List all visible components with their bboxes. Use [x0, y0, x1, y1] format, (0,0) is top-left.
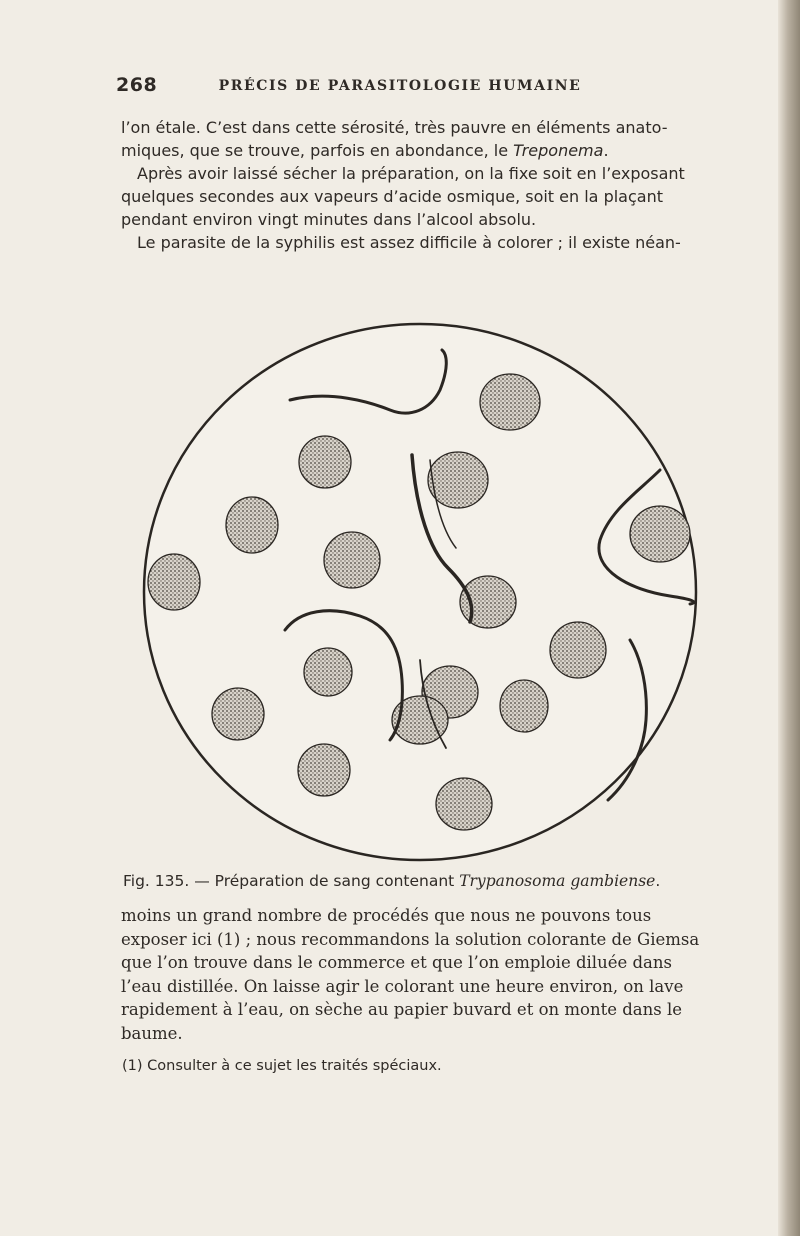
caption-species: Trypanosoma gambiense: [459, 872, 656, 890]
microscope-field: [144, 324, 696, 860]
red-blood-cell: [630, 506, 690, 562]
caption-prefix: Fig. 135. — Préparation de sang contenant: [123, 872, 460, 890]
running-title: PRÉCIS DE PARASITOLOGIE HUMAINE: [218, 78, 582, 94]
figure-caption: [123, 872, 773, 890]
red-blood-cell: [550, 622, 606, 678]
footnote: (1) Consulter à ce sujet les traités spéciaux.: [122, 1058, 442, 1074]
red-blood-cell: [428, 452, 488, 508]
italic-term: Treponema: [513, 141, 604, 160]
text-line: l’on étale. C’est dans cette sérosité, très pauvre en éléments anato-: [121, 118, 668, 137]
text-line: quelques secondes aux vapeurs d’acide osmique, soit en la plaçant: [121, 187, 663, 206]
text-line: pendant environ vingt minutes dans l’alcool absolu.: [121, 210, 537, 229]
red-blood-cell: [299, 436, 351, 488]
text-line: l’eau distillée. On laisse agir le colorant une heure environ, on lave: [121, 976, 684, 996]
caption-suffix: .: [655, 872, 661, 890]
red-blood-cell: [226, 497, 278, 553]
page-number: 268: [116, 74, 158, 96]
red-blood-cell: [298, 744, 350, 796]
text-line-end: .: [603, 141, 609, 160]
microscope-figure: [130, 310, 710, 870]
red-blood-cell: [212, 688, 264, 740]
text-line: [121, 139, 761, 162]
paragraph-top: [121, 116, 761, 254]
page-edge: [778, 0, 800, 1236]
red-blood-cell: [500, 680, 548, 732]
red-blood-cell: [324, 532, 380, 588]
text-line: baume.: [121, 1023, 183, 1043]
text-line: Le parasite de la syphilis est assez difficile à colorer ; il existe néan-: [137, 233, 681, 252]
text-line-start: miques, que se trouve, parfois en abondance, le: [121, 141, 514, 160]
red-blood-cell: [304, 648, 352, 696]
blood-smear-illustration: [130, 310, 710, 870]
red-blood-cell: [460, 576, 516, 628]
text-line: exposer ici (1) ; nous recommandons la solution colorante de Giemsa: [121, 929, 700, 949]
page-header: [0, 74, 800, 104]
text-line: rapidement à l’eau, on sèche au papier buvard et on monte dans le: [121, 1000, 682, 1019]
text-line: que l’on trouve dans le commerce et que l’on emploie diluée dans: [121, 953, 672, 972]
paragraph-bottom: [121, 904, 761, 1045]
red-blood-cell: [148, 554, 200, 610]
red-blood-cell: [480, 374, 540, 430]
red-blood-cell: [436, 778, 492, 830]
text-line: moins un grand nombre de procédés que nous ne pouvons tous: [121, 906, 652, 925]
text-line: Après avoir laissé sécher la préparation, on la fixe soit en l’exposant: [137, 164, 685, 183]
